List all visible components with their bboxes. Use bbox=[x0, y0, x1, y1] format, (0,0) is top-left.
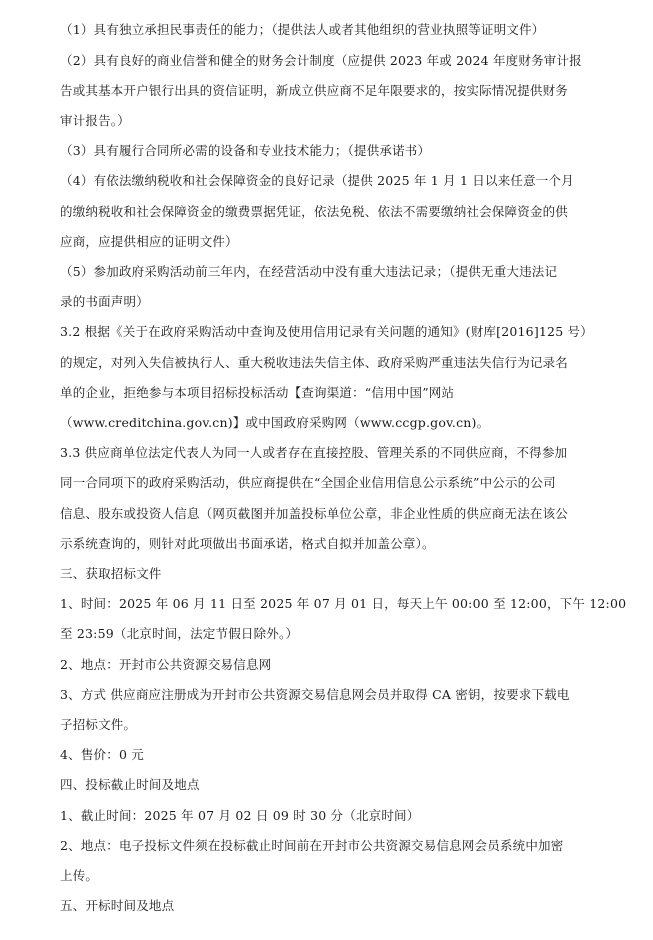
deadline-location-line-2: 上传。 bbox=[60, 868, 99, 883]
qualification-item-4-line-3: 应商，应提供相应的证明文件） bbox=[60, 234, 238, 249]
qualification-item-5-line-1: （5）参加政府采购活动前三年内，在经营活动中没有重大违法记录；（提供无重大违法记 bbox=[60, 264, 558, 279]
clause-3-2-line-4: （www.creditchina.gov.cn)】或中国政府采购网（www.ccgp.gov.cn)。 bbox=[60, 415, 490, 430]
deadline-time: 1、截止时间：2025 年 07 月 02 日 09 时 30 分（北京时间） bbox=[60, 808, 420, 823]
clause-3-2-line-2: 的规定，对列入失信被执行人、重大税收违法失信主体、政府采购严重违法失信行为记录名 bbox=[60, 355, 569, 370]
tender-price: 4、售价：0 元 bbox=[60, 747, 144, 762]
clause-3-3-line-2: 同一合同项下的政府采购活动，供应商提供在“全国企业信用信息公示系统”中公示的公司 bbox=[60, 475, 556, 490]
tender-time-line-1: 1、时间：2025 年 06 月 11 日至 2025 年 07 月 01 日，每天上午 00:00 至 12:00，下午 12:00 bbox=[60, 596, 627, 611]
section-heading-4: 四、投标截止时间及地点 bbox=[60, 777, 200, 792]
qualification-item-2-line-2: 告或其基本开户银行出具的资信证明，新成立供应商不足年限要求的，按实际情况提供财务 bbox=[60, 83, 569, 98]
tender-method-line-1: 3、方式 供应商应注册成为开封市公共资源交易信息网会员并取得 CA 密钥，按要求下载电 bbox=[60, 687, 570, 702]
deadline-location-line-1: 2、地点：电子投标文件须在投标截止时间前在开封市公共资源交易信息网会员系统中加密 bbox=[60, 838, 564, 853]
qualification-item-1: （1）具有独立承担民事责任的能力；（提供法人或者其他组织的营业执照等证明文件） bbox=[60, 22, 545, 37]
clause-3-2-line-1: 3.2 根据《关于在政府采购活动中查询及使用信用记录有关问题的通知》(财库[2016]125 号） bbox=[60, 324, 593, 339]
clause-3-3-line-3: 信息、股东或投资人信息（网页截图并加盖投标单位公章，非企业性质的供应商无法在该公 bbox=[60, 506, 569, 521]
qualification-item-2-line-1: （2）具有良好的商业信誉和健全的财务会计制度（应提供 2023 年或 2024 年度财务审计报 bbox=[60, 53, 582, 68]
tender-method-line-2: 子招标文件。 bbox=[60, 717, 137, 732]
section-heading-3: 三、获取招标文件 bbox=[60, 566, 162, 581]
clause-3-3-line-1: 3.3 供应商单位法定代表人为同一人或者存在直接控股、管理关系的不同供应商，不得参加 bbox=[60, 445, 568, 460]
clause-3-3-line-4: 示系统查询的，则针对此项做出书面承诺，格式自拟并加盖公章）。 bbox=[60, 536, 435, 551]
qualification-item-4-line-1: （4）有依法缴纳税收和社会保障资金的良好记录（提供 2025 年 1 月 1 日以来任意一个月 bbox=[60, 173, 574, 188]
section-heading-5: 五、开标时间及地点 bbox=[60, 898, 175, 913]
tender-location: 2、地点：开封市公共资源交易信息网 bbox=[60, 657, 272, 672]
qualification-item-2-line-3: 审计报告。） bbox=[60, 113, 130, 128]
tender-time-line-2: 至 23:59（北京时间，法定节假日除外。） bbox=[60, 626, 299, 641]
qualification-item-5-line-2: 录的书面声明） bbox=[60, 294, 149, 309]
qualification-item-4-line-2: 的缴纳税收和社会保障资金的缴费票据凭证，依法免税、依法不需要缴纳社会保障资金的供 bbox=[60, 204, 569, 219]
qualification-item-3: （3）具有履行合同所必需的设备和专业技术能力；（提供承诺书） bbox=[60, 143, 431, 158]
clause-3-2-line-3: 单的企业，拒绝参与本项目招标投标活动【查询渠道：“信用中国”网站 bbox=[60, 385, 455, 400]
